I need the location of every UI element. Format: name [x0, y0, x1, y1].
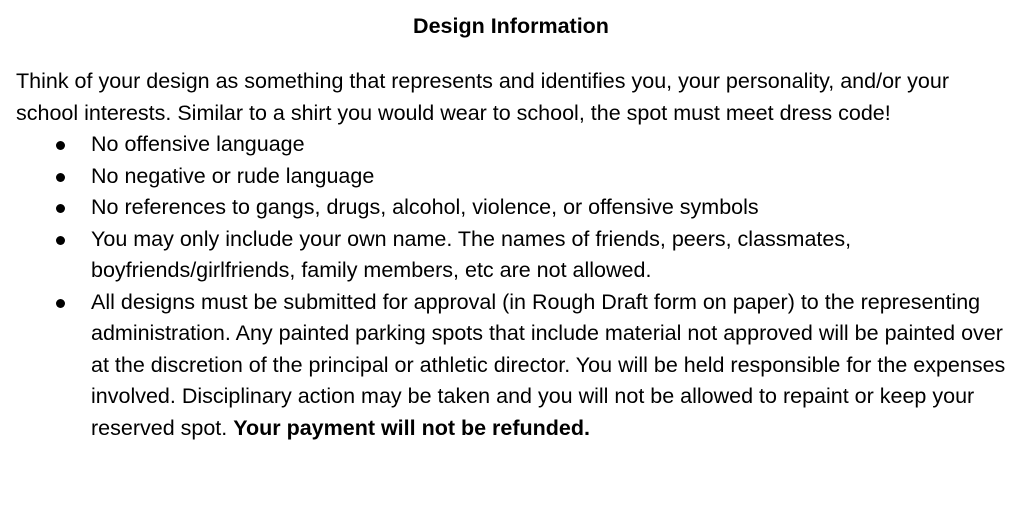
bullet-icon: [56, 141, 65, 150]
rule-item: [16, 287, 1006, 445]
rule-item: [16, 192, 1006, 224]
rule-text: No negative or rude language: [91, 163, 375, 188]
bullet-icon: [56, 204, 65, 213]
rule-item: [16, 161, 1006, 193]
rules-list: [16, 129, 1006, 444]
rule-item: [16, 129, 1006, 161]
rule-text: All designs must be submitted for approval (in Rough Draft form on paper) to the representing administration. Any painted parking spots that include material not approved will be painted over at the discretion of the principal or athletic director. You will be held responsible for the expenses involved. Disciplinary action may be taken and you will not be allowed to repaint or keep your reserved spot.: [91, 289, 1006, 440]
rule-text: You may only include your own name. The names of friends, peers, classmates, boyfriends/girlfriends, family members, etc are not allowed.: [91, 226, 852, 282]
rule-text: No references to gangs, drugs, alcohol, violence, or offensive symbols: [91, 195, 759, 219]
bullet-icon: [56, 173, 65, 182]
intro-paragraph: Think of your design as something that represents and identifies you, your personality, and/or your school interests. Similar to a shirt you would wear to school, the spot must meet dress code!: [16, 69, 949, 125]
refund-warning: Your payment will not be refunded.: [233, 415, 590, 440]
document-title: Design Information: [413, 14, 609, 38]
bullet-icon: [56, 299, 65, 308]
bullet-icon: [56, 236, 65, 245]
rule-item: [16, 224, 1006, 287]
document-body: [16, 10, 1006, 444]
rule-text: No offensive language: [91, 132, 305, 156]
